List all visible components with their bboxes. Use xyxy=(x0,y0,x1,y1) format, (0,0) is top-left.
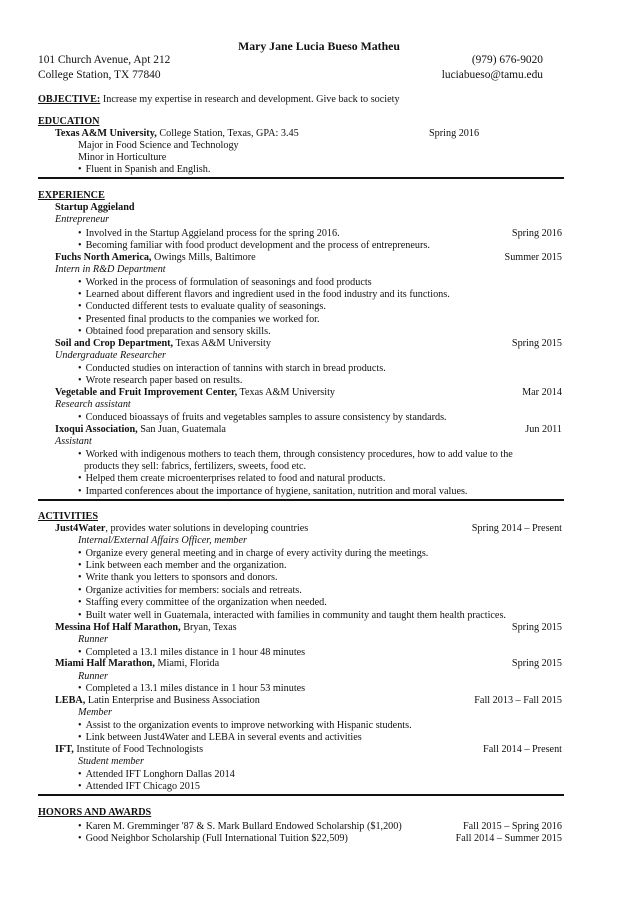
section-heading: EDUCATION xyxy=(38,116,100,127)
activity-org-row xyxy=(55,657,562,671)
job-date: Spring 2016 xyxy=(511,228,562,239)
activity-detail: Bryan, Texas xyxy=(180,622,237,633)
education-bullet xyxy=(78,163,562,177)
bullet-text: • Attended IFT Chicago 2015 xyxy=(78,781,200,792)
objective xyxy=(38,93,562,107)
section-divider xyxy=(38,177,564,179)
honor-text: • Good Neighbor Scholarship (Full International Tuition $22,509) xyxy=(78,833,348,844)
bullet-text: • Assist to the organization events to improve networking with Hispanic students. xyxy=(78,720,412,731)
job-date: Jun 2011 xyxy=(525,424,562,435)
school-name: Texas A&M University, xyxy=(55,128,157,139)
bullet-text: • Link between Just4Water and LEBA in several events and activities xyxy=(78,732,362,743)
job-detail: Owings Mills, Baltimore xyxy=(154,252,256,263)
bullet-text: • Completed a 13.1 miles distance in 1 hour 48 minutes xyxy=(78,647,305,658)
bullet-text: • Conducted different tests to evaluate quality of seasonings. xyxy=(78,301,326,312)
job-detail: Texas A&M University xyxy=(175,338,271,349)
activity-bullet xyxy=(78,571,562,585)
section-heading: HONORS AND AWARDS xyxy=(38,807,152,818)
activity-org: Miami Half Marathon, xyxy=(55,658,155,669)
activity-role: Runner xyxy=(78,634,108,645)
honor-date: Fall 2015 – Spring 2016 xyxy=(462,821,562,832)
activity-detail: Miami, Florida xyxy=(154,658,220,669)
activity-role: Runner xyxy=(78,671,108,682)
section-heading: EXPERIENCE xyxy=(38,190,105,201)
honor-date: Fall 2014 – Summer 2015 xyxy=(455,833,562,844)
job-org: Fuchs North America, xyxy=(55,252,152,263)
bullet-text: • Conduced bioassays of fruits and vegetables samples to assure consistency by standards. xyxy=(78,412,447,423)
bullet-text: • Helped them create microenterprises related to food and natural products. xyxy=(78,473,385,484)
phone: (979) 676-9020 xyxy=(471,54,543,66)
job-bullet xyxy=(78,300,562,314)
bullet-text: • Worked with indigenous mothers to teach them, through consistency procedures, how to add value to the xyxy=(78,449,513,460)
activity-bullet xyxy=(78,596,562,610)
education-major: Major in Food Science and Technology xyxy=(78,140,239,151)
job-bullet xyxy=(78,472,562,486)
job-detail: Texas A&M University xyxy=(239,387,336,398)
honors-heading xyxy=(38,806,562,820)
bullet-text: • Attended IFT Longhorn Dallas 2014 xyxy=(78,769,235,780)
job-date: Spring 2015 xyxy=(511,338,562,349)
activity-detail: , provides water solutions in developing countries xyxy=(105,523,309,534)
honor-item xyxy=(78,832,562,846)
honor-text: • Karen M. Gremminger '87 & S. Mark Bullard Endowed Scholarship ($1,200) xyxy=(78,821,402,832)
contact-row-2 xyxy=(38,69,543,81)
activity-org: Messina Hof Half Marathon, xyxy=(55,622,181,633)
activity-role: Member xyxy=(78,707,112,718)
resume-name: Mary Jane Lucia Bueso Matheu xyxy=(238,39,400,53)
address-line-2: College Station, TX 77840 xyxy=(38,69,161,81)
job-org: Soil and Crop Department, xyxy=(55,338,174,349)
bullet-text: • Fluent in Spanish and English. xyxy=(78,164,210,175)
bullet-text: • Conducted studies on interaction of tannins with starch in bread products. xyxy=(78,363,386,374)
objective-label: OBJECTIVE: xyxy=(38,94,101,105)
activity-org: IFT, xyxy=(55,744,74,755)
school-detail: College Station, Texas, GPA: 3.45 xyxy=(159,128,299,139)
bullet-text: • Becoming familiar with food product development and the process of entrepreneurs. xyxy=(78,240,430,251)
bullet-text: • Imparted conferences about the importance of hygiene, sanitation, nutrition and moral values. xyxy=(78,486,467,497)
education-minor: Minor in Horticulture xyxy=(78,152,167,163)
job-bullet xyxy=(78,485,562,499)
section-divider xyxy=(38,794,564,796)
bullet-text: • Worked in the process of formulation of seasonings and food products xyxy=(78,277,372,288)
section-heading: ACTIVITIES xyxy=(38,511,99,522)
bullet-text: • Learned about different flavors and ingredient used in the food industry and its functions. xyxy=(78,289,450,300)
bullet-text: • Staffing every committee of the organization when needed. xyxy=(78,597,327,608)
activity-detail: Latin Enterprise and Business Association xyxy=(85,695,260,706)
bullet-text: • Write thank you letters to sponsors and donors. xyxy=(78,572,278,583)
activity-role: Student member xyxy=(78,756,144,767)
job-org: Startup Aggieland xyxy=(55,202,135,213)
email: luciabueso@tamu.edu xyxy=(441,69,543,81)
bullet-text: • Presented final products to the companies we worked for. xyxy=(78,314,320,325)
activity-date: Spring 2014 – Present xyxy=(471,523,562,534)
education-date: Spring 2016 xyxy=(429,128,480,139)
job-role: Intern in R&D Department xyxy=(55,264,166,275)
job-role: Research assistant xyxy=(55,399,131,410)
activity-bullet xyxy=(78,780,562,794)
activity-date: Spring 2015 xyxy=(511,622,562,633)
job-org: Vegetable and Fruit Improvement Center, xyxy=(55,387,238,398)
section-divider xyxy=(38,499,564,501)
job-role: Entrepreneur xyxy=(55,214,110,225)
job-role: Assistant xyxy=(55,436,92,447)
bullet-text: • Organize every general meeting and in charge of every activity during the meetings. xyxy=(78,548,428,559)
job-date: Summer 2015 xyxy=(504,252,562,263)
activity-date: Spring 2015 xyxy=(511,658,562,669)
bullet-text: • Built water well in Guatemala, interacted with families in community and taught them health practices. xyxy=(78,610,506,621)
activity-date: Fall 2013 – Fall 2015 xyxy=(474,695,562,706)
activity-role: Internal/External Affairs Officer, member xyxy=(78,535,248,546)
activity-org: LEBA, xyxy=(55,695,86,706)
activity-date: Fall 2014 – Present xyxy=(483,744,562,755)
objective-text: Increase my expertise in research and development. Give back to society xyxy=(102,94,400,105)
bullet-text: • Involved in the Startup Aggieland process for the spring 2016. xyxy=(78,228,340,239)
address-line-1: 101 Church Avenue, Apt 212 xyxy=(38,54,171,66)
bullet-text: • Organize activities for members: socials and retreats. xyxy=(78,585,302,596)
activity-detail: Institute of Food Technologists xyxy=(73,744,204,755)
contact-row-1 xyxy=(38,54,543,66)
bullet-text: • Wrote research paper based on results. xyxy=(78,375,242,386)
job-bullet-continuation: products they sell: fabrics, fertilizers, sweets, food etc. xyxy=(84,461,307,472)
activity-org: Just4Water xyxy=(55,523,106,534)
job-detail: San Juan, Guatemala xyxy=(140,424,226,435)
job-role: Undergraduate Researcher xyxy=(55,350,166,361)
bullet-text: • Obtained food preparation and sensory skills. xyxy=(78,326,271,337)
job-org: Ixoqui Association, xyxy=(55,424,138,435)
bullet-text: • Link between each member and the organization. xyxy=(78,560,287,571)
bullet-text: • Completed a 13.1 miles distance in 1 hour 53 minutes xyxy=(78,683,305,694)
job-date: Mar 2014 xyxy=(522,387,562,398)
